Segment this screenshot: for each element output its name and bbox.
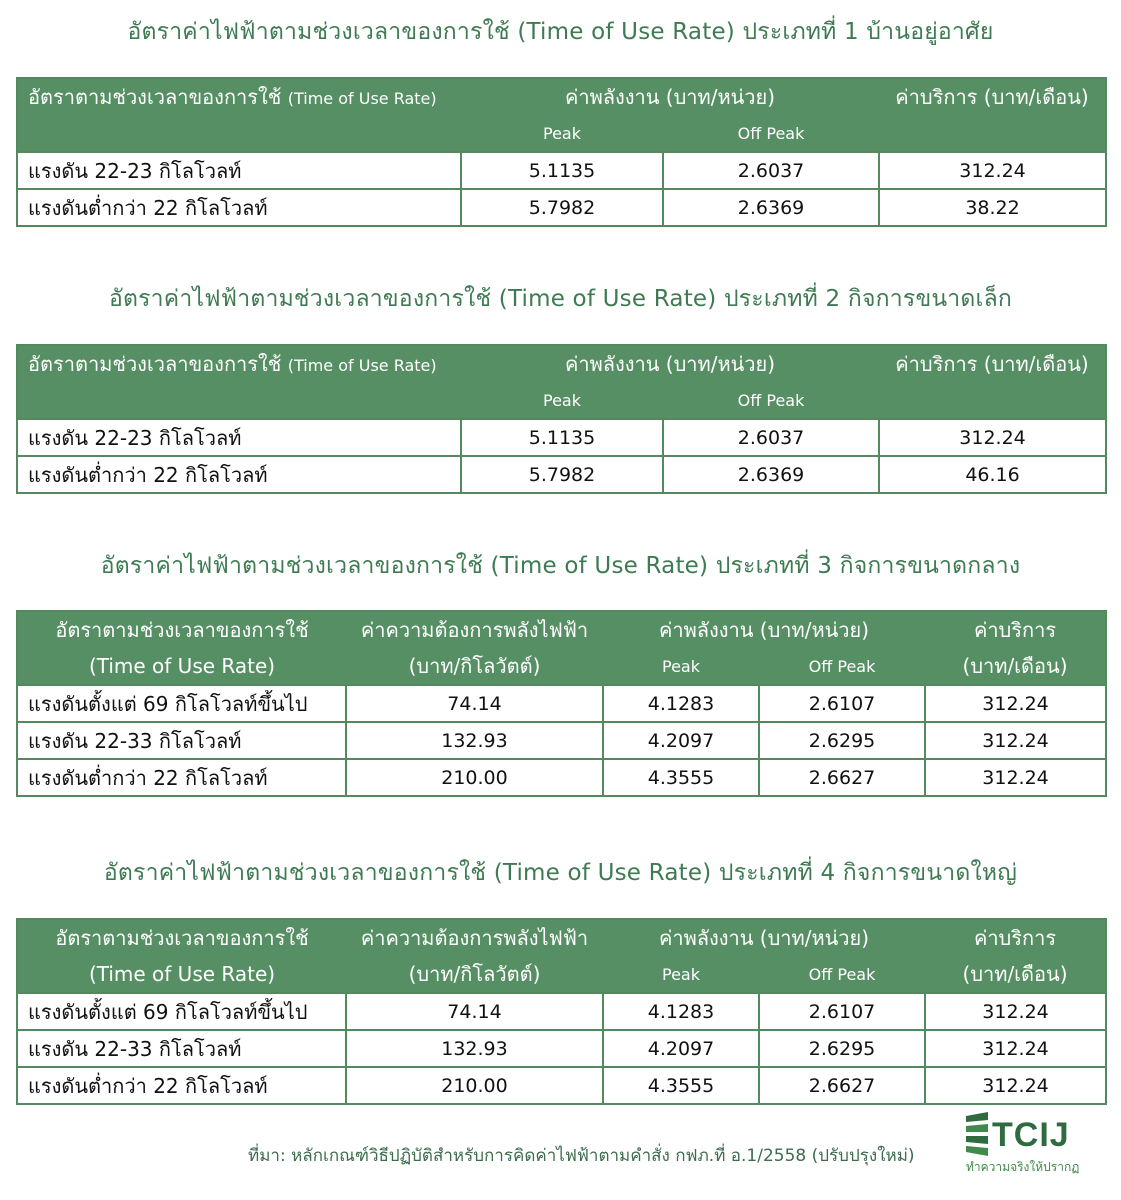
table-row (17, 189, 1106, 226)
table-2-title: อัตราค่าไฟฟ้าตามช่วงเวลาของการใช้ (Time of Use Rate) ประเภทที่ 2 กิจการขนาดเล็ก (108, 286, 1013, 312)
service-header: ค่าบริการ (925, 919, 1106, 956)
rate-label-en-header: (Time of Use Rate) (17, 956, 346, 993)
service-value: 312.24 (925, 722, 1106, 759)
logo-tagline: ทำความจริงให้ปรากฏ (966, 1160, 1080, 1174)
tcij-logo (962, 1108, 1102, 1178)
service-value: 46.16 (879, 456, 1106, 493)
energy-header: ค่าพลังงาน (บาท/หน่วย) (603, 611, 925, 648)
service-value: 312.24 (925, 1067, 1106, 1104)
voltage-label: แรงดันต่ำกว่า 22 กิโลโวลท์ (17, 759, 346, 796)
peak-header: Peak (461, 115, 663, 152)
demand-value: 74.14 (346, 993, 603, 1030)
rate-label-header: อัตราตามช่วงเวลาของการใช้ (17, 611, 346, 648)
peak-value: 4.2097 (603, 722, 759, 759)
source-note: ที่มา: หลักเกณฑ์วิธีปฏิบัติสำหรับการคิดค่าไฟฟ้าตามคำสั่ง กฟภ.ที่ อ.1/2558 (ปรับปรุงใหม่) (248, 1146, 915, 1166)
service-value: 312.24 (925, 1030, 1106, 1067)
peak-value: 4.3555 (603, 759, 759, 796)
peak-value: 5.7982 (461, 189, 663, 226)
service-value: 312.24 (879, 419, 1106, 456)
peak-value: 5.7982 (461, 456, 663, 493)
rate-label-header: อัตราตามช่วงเวลาของการใช้ (Time of Use Rate) (17, 345, 461, 382)
table-3-title: อัตราค่าไฟฟ้าตามช่วงเวลาของการใช้ (Time of Use Rate) ประเภทที่ 3 กิจการขนาดกลาง (100, 553, 1021, 579)
peak-value: 5.1135 (461, 419, 663, 456)
peak-value: 4.2097 (603, 1030, 759, 1067)
offpeak-value: 2.6295 (759, 722, 925, 759)
table-row (17, 1030, 1106, 1067)
rate-table-1 (16, 77, 1107, 227)
energy-header: ค่าพลังงาน (บาท/หน่วย) (461, 345, 879, 382)
rate-table-3 (16, 610, 1107, 797)
table-row (17, 419, 1106, 456)
service-header: ค่าบริการ (บาท/เดือน) (879, 78, 1106, 115)
table-row (17, 759, 1106, 796)
rate-table-4 (16, 918, 1107, 1105)
peak-value: 4.1283 (603, 685, 759, 722)
demand-value: 132.93 (346, 722, 603, 759)
table-row (17, 722, 1106, 759)
service-unit-header: (บาท/เดือน) (925, 956, 1106, 993)
demand-unit-header: (บาท/กิโลวัตต์) (346, 956, 603, 993)
table-row (17, 685, 1106, 722)
rate-label-header: อัตราตามช่วงเวลาของการใช้ (17, 919, 346, 956)
rate-label-en-header: (Time of Use Rate) (17, 648, 346, 685)
offpeak-value: 2.6369 (663, 456, 879, 493)
offpeak-header: Off Peak (663, 115, 879, 152)
demand-unit-header: (บาท/กิโลวัตต์) (346, 648, 603, 685)
service-value: 312.24 (879, 152, 1106, 189)
logo-mark-icon (962, 1112, 992, 1158)
offpeak-value: 2.6627 (759, 759, 925, 796)
voltage-label: แรงดันต่ำกว่า 22 กิโลโวลท์ (17, 189, 461, 226)
demand-header: ค่าความต้องการพลังไฟฟ้า (346, 919, 603, 956)
offpeak-value: 2.6627 (759, 1067, 925, 1104)
peak-value: 4.1283 (603, 993, 759, 1030)
service-value: 38.22 (879, 189, 1106, 226)
voltage-label: แรงดัน 22-33 กิโลโวลท์ (17, 722, 346, 759)
voltage-label: แรงดันต่ำกว่า 22 กิโลโวลท์ (17, 456, 461, 493)
voltage-label: แรงดัน 22-33 กิโลโวลท์ (17, 1030, 346, 1067)
table-1-title: อัตราค่าไฟฟ้าตามช่วงเวลาของการใช้ (Time of Use Rate) ประเภทที่ 1 บ้านอยู่อาศัย (127, 19, 994, 45)
energy-header: ค่าพลังงาน (บาท/หน่วย) (603, 919, 925, 956)
service-value: 312.24 (925, 685, 1106, 722)
rate-table-2 (16, 344, 1107, 494)
demand-value: 210.00 (346, 759, 603, 796)
service-value: 312.24 (925, 759, 1106, 796)
offpeak-header: Off Peak (663, 382, 879, 419)
peak-header: Peak (461, 382, 663, 419)
voltage-label: แรงดันตั้งแต่ 69 กิโลโวลท์ขึ้นไป (17, 993, 346, 1030)
demand-value: 210.00 (346, 1067, 603, 1104)
rate-label-header: อัตราตามช่วงเวลาของการใช้ (Time of Use Rate) (17, 78, 461, 115)
demand-value: 74.14 (346, 685, 603, 722)
table-row (17, 993, 1106, 1030)
demand-value: 132.93 (346, 1030, 603, 1067)
peak-header: Peak (603, 648, 759, 685)
voltage-label: แรงดัน 22-23 กิโลโวลท์ (17, 152, 461, 189)
offpeak-header: Off Peak (759, 648, 925, 685)
table-row (17, 1067, 1106, 1104)
offpeak-value: 2.6037 (663, 152, 879, 189)
service-header: ค่าบริการ (925, 611, 1106, 648)
table-4-title: อัตราค่าไฟฟ้าตามช่วงเวลาของการใช้ (Time of Use Rate) ประเภทที่ 4 กิจการขนาดใหญ่ (103, 860, 1018, 886)
peak-value: 5.1135 (461, 152, 663, 189)
service-header: ค่าบริการ (บาท/เดือน) (879, 345, 1106, 382)
peak-value: 4.3555 (603, 1067, 759, 1104)
voltage-label: แรงดัน 22-23 กิโลโวลท์ (17, 419, 461, 456)
logo-wordmark: TCIJ (992, 1116, 1070, 1154)
service-value: 312.24 (925, 993, 1106, 1030)
offpeak-value: 2.6037 (663, 419, 879, 456)
voltage-label: แรงดันต่ำกว่า 22 กิโลโวลท์ (17, 1067, 346, 1104)
service-unit-header: (บาท/เดือน) (925, 648, 1106, 685)
offpeak-header: Off Peak (759, 956, 925, 993)
offpeak-value: 2.6295 (759, 1030, 925, 1067)
offpeak-value: 2.6369 (663, 189, 879, 226)
energy-header: ค่าพลังงาน (บาท/หน่วย) (461, 78, 879, 115)
offpeak-value: 2.6107 (759, 993, 925, 1030)
table-row (17, 152, 1106, 189)
offpeak-value: 2.6107 (759, 685, 925, 722)
voltage-label: แรงดันตั้งแต่ 69 กิโลโวลท์ขึ้นไป (17, 685, 346, 722)
table-row (17, 456, 1106, 493)
demand-header: ค่าความต้องการพลังไฟฟ้า (346, 611, 603, 648)
peak-header: Peak (603, 956, 759, 993)
